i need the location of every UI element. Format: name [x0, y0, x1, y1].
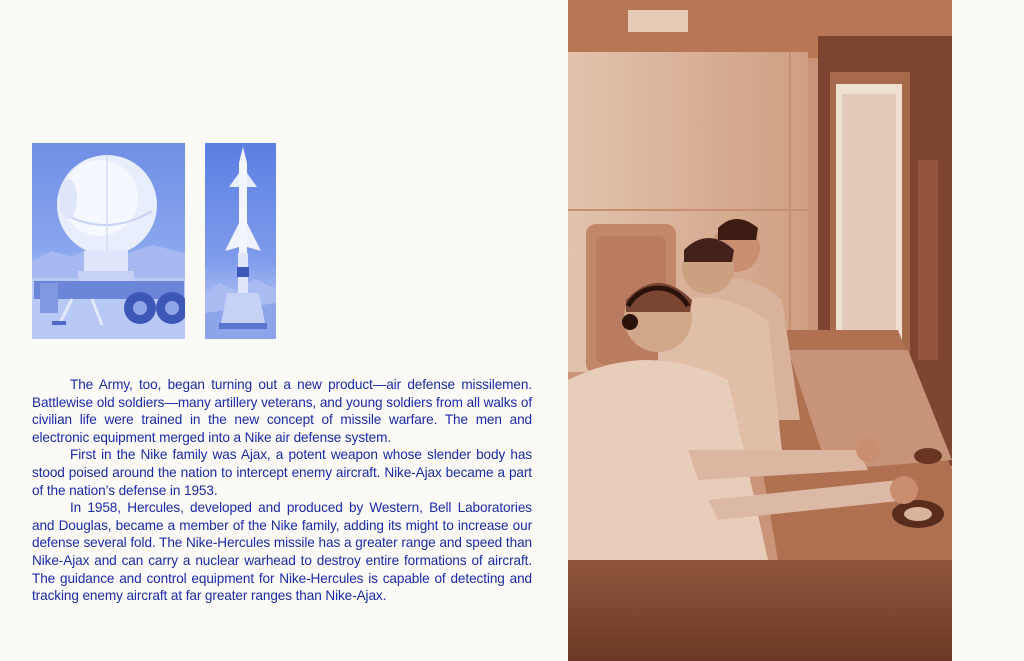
control-room-illustration — [568, 0, 952, 661]
missile-illustration — [205, 143, 276, 339]
missile-photo — [205, 143, 276, 339]
body-text — [32, 376, 532, 605]
right-margin — [952, 0, 1024, 661]
radar-illustration — [32, 143, 185, 339]
control-room-photo — [568, 0, 952, 661]
paragraph-army: The Army, too, began turning out a new product—air defense missilemen. Battlewise old soldiers—many artillery veterans, and young soldiers from all walks of civilian life were trained in the new concept of missile warfare. The men and electronic equipment merged into a Nike air defense system. — [32, 377, 532, 445]
radar-photo — [32, 143, 185, 339]
paragraph-ajax: First in the Nike family was Ajax, a potent weapon whose slender body has stood poised around the nation to intercept enemy aircraft. Nike-Ajax became a part of the nation’s defense in 1953. — [32, 447, 532, 498]
paragraph-hercules: In 1958, Hercules, developed and produced by Western, Bell Laboratories and Douglas, became a member of the Nike family, adding its might to increase our defense several fold. The Nike-Hercules missile has a greater range and speed than Nike-Ajax and can carry a nuclear warhead to destroy entire formations of aircraft. The guidance and control equipment for Nike-Hercules is capable of detecting and tracking enemy aircraft at far greater ranges than Nike-Ajax. — [32, 500, 532, 604]
